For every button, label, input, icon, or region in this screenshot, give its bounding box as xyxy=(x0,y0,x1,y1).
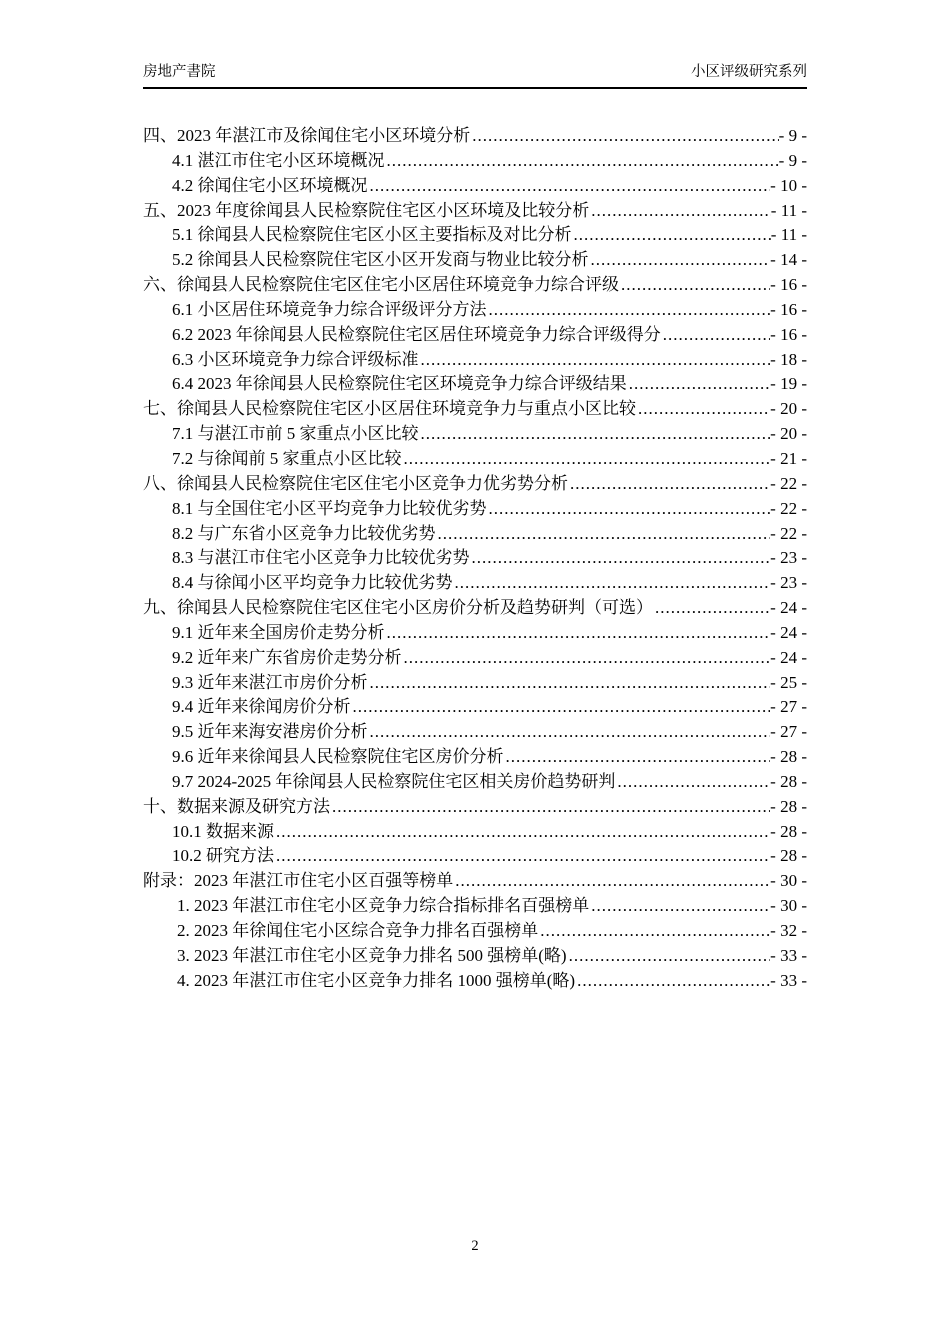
toc-entry[interactable] xyxy=(143,795,807,820)
toc-entry[interactable] xyxy=(143,969,807,994)
toc-entry-page: - 9 - xyxy=(778,126,807,145)
toc-entry-label: 八、徐闻县人民检察院住宅区住宅小区竞争力优劣势分析 xyxy=(143,473,568,493)
toc-entry-label: 8.1 与全国住宅小区平均竞争力比较优劣势 xyxy=(172,498,487,518)
toc-entry-page: - 23 - xyxy=(770,573,807,593)
toc-entry-page: - 20 - xyxy=(770,424,807,444)
toc-entry-label: 9.3 近年来湛江市房价分析 xyxy=(172,672,368,692)
toc-entry-page: - 30 - xyxy=(770,896,807,916)
toc-dot-leader xyxy=(567,944,771,969)
toc-dot-leader xyxy=(661,323,770,348)
toc-entry-page: - 22 - xyxy=(770,473,807,493)
toc-dot-leader xyxy=(575,969,770,994)
toc-entry-page: - 32 - xyxy=(770,921,807,940)
toc-entry-page: - 23 - xyxy=(770,548,807,568)
toc-dot-leader xyxy=(351,695,771,720)
toc-dot-leader xyxy=(385,149,779,174)
toc-dot-leader xyxy=(619,273,770,298)
toc-entry[interactable] xyxy=(143,745,807,770)
toc-entry[interactable] xyxy=(143,695,807,720)
toc-entry[interactable] xyxy=(143,919,807,944)
toc-entry-label: 9.4 近年来徐闻房价分析 xyxy=(172,697,351,717)
toc-entry-label: 9.7 2024-2025 年徐闻县人民检察院住宅区相关房价趋势研判 xyxy=(172,771,616,791)
header-rule xyxy=(143,87,807,89)
toc-entry-label: 五、2023 年度徐闻县人民检察院住宅区小区环境及比较分析 xyxy=(143,200,590,220)
toc-entry-label: 5.1 徐闻县人民检察院住宅区小区主要指标及对比分析 xyxy=(172,225,572,245)
toc-entry-label: 6.3 小区环境竞争力综合评级标准 xyxy=(172,349,419,369)
toc-dot-leader xyxy=(589,199,771,224)
toc-entry[interactable] xyxy=(143,248,807,273)
toc-entry[interactable] xyxy=(143,372,807,397)
toc-entry[interactable] xyxy=(143,770,807,795)
toc-entry-label: 七、徐闻县人民检察院住宅区小区居住环境竞争力与重点小区比较 xyxy=(143,399,636,419)
toc-dot-leader xyxy=(504,745,771,770)
toc-dot-leader xyxy=(419,348,771,373)
toc-entry[interactable] xyxy=(143,472,807,497)
toc-dot-leader xyxy=(589,894,770,919)
toc-dot-leader xyxy=(487,298,771,323)
toc-entry-label: 10.2 研究方法 xyxy=(172,846,274,866)
page-number: 2 xyxy=(471,1238,479,1254)
toc-dot-leader xyxy=(470,546,771,571)
toc-entry[interactable] xyxy=(143,944,807,969)
toc-entry[interactable] xyxy=(143,869,807,894)
toc-entry[interactable] xyxy=(143,199,807,224)
toc-entry-label: 九、徐闻县人民检察院住宅区住宅小区房价分析及趋势研判（可选） xyxy=(143,598,653,618)
toc-entry[interactable] xyxy=(143,621,807,646)
toc-entry-page: - 16 - xyxy=(770,324,807,344)
toc-entry-page: - 20 - xyxy=(770,399,807,419)
toc-entry-page: - 22 - xyxy=(770,498,807,518)
toc-entry[interactable] xyxy=(143,124,807,149)
toc-entry[interactable] xyxy=(143,571,807,596)
toc-entry-label: 9.5 近年来海安港房价分析 xyxy=(172,722,368,742)
toc-entry[interactable] xyxy=(143,447,807,472)
toc-entry-label: 7.2 与徐闻前 5 家重点小区比较 xyxy=(172,448,402,468)
toc-entry-page: - 24 - xyxy=(770,647,807,667)
toc-dot-leader xyxy=(538,919,770,944)
toc-entry-page: - 16 - xyxy=(770,275,807,295)
toc-entry-page: - 27 - xyxy=(770,722,807,742)
toc-entry-label: 7.1 与湛江市前 5 家重点小区比较 xyxy=(172,424,419,444)
toc-entry-page: - 11 - xyxy=(770,225,807,245)
toc-entry-page: - 14 - xyxy=(770,250,807,270)
toc-entry-label: 8.4 与徐闻小区平均竞争力比较优劣势 xyxy=(172,573,453,593)
toc-dot-leader xyxy=(368,671,771,696)
toc-entry[interactable] xyxy=(143,546,807,571)
toc-entry-page: - 24 - xyxy=(770,598,807,618)
toc-entry-page: - 16 - xyxy=(770,299,807,319)
toc-entry[interactable] xyxy=(143,223,807,248)
toc-entry-label: 8.3 与湛江市住宅小区竞争力比较优劣势 xyxy=(172,548,470,568)
toc-entry-label: 附录：2023 年湛江市住宅小区百强等榜单 xyxy=(143,871,454,891)
toc-list xyxy=(143,124,807,994)
header-left-text: 房地产書院 xyxy=(143,64,216,80)
toc-dot-leader xyxy=(368,720,771,745)
toc-entry-page: - 28 - xyxy=(770,747,807,767)
toc-entry-page: - 28 - xyxy=(770,821,807,841)
toc-entry-label: 1. 2023 年湛江市住宅小区竞争力综合指标排名百强榜单 xyxy=(177,896,590,916)
toc-entry-label: 2. 2023 年徐闻住宅小区综合竞争力排名百强榜单 xyxy=(177,921,539,940)
toc-entry-label: 9.1 近年来全国房价走势分析 xyxy=(172,622,385,642)
toc-entry-page: - 18 - xyxy=(770,349,807,369)
toc-entry-label: 6.4 2023 年徐闻县人民检察院住宅区环境竞争力综合评级结果 xyxy=(172,374,627,394)
toc-entry-label: 8.2 与广东省小区竞争力比较优劣势 xyxy=(172,523,436,543)
toc-entry[interactable] xyxy=(143,348,807,373)
toc-entry[interactable] xyxy=(143,323,807,348)
toc-dot-leader xyxy=(470,124,778,149)
toc-dot-leader xyxy=(627,372,770,397)
toc-dot-leader xyxy=(568,472,770,497)
toc-entry-page: - 19 - xyxy=(770,374,807,394)
toc-entry[interactable] xyxy=(143,174,807,199)
toc-dot-leader xyxy=(274,820,770,845)
toc-entry[interactable] xyxy=(143,820,807,845)
toc-entry-page: - 21 - xyxy=(770,448,807,468)
toc-entry-label: 5.2 徐闻县人民检察院住宅区小区开发商与物业比较分析 xyxy=(172,250,589,270)
toc-entry-label: 9.2 近年来广东省房价走势分析 xyxy=(172,647,402,667)
toc-entry-page: - 28 - xyxy=(770,796,807,816)
toc-entry-page: - 10 - xyxy=(770,175,807,195)
toc-entry[interactable] xyxy=(143,671,807,696)
header-right-text: 小区评级研究系列 xyxy=(691,64,807,80)
toc-entry[interactable] xyxy=(143,397,807,422)
toc-entry-page: - 28 - xyxy=(770,771,807,791)
toc-dot-leader xyxy=(453,571,771,596)
toc-entry-label: 3. 2023 年湛江市住宅小区竞争力排名 500 强榜单(略) xyxy=(177,945,567,965)
toc-dot-leader xyxy=(615,770,770,795)
toc-entry-label: 6.1 小区居住环境竞争力综合评级评分方法 xyxy=(172,299,487,319)
toc-entry[interactable] xyxy=(143,844,807,869)
toc-dot-leader xyxy=(419,422,771,447)
toc-entry[interactable] xyxy=(143,149,807,174)
toc-dot-leader xyxy=(487,497,771,522)
toc-entry[interactable] xyxy=(143,298,807,323)
toc-dot-leader xyxy=(368,174,771,199)
toc-entry[interactable] xyxy=(143,522,807,547)
toc-dot-leader xyxy=(436,522,771,547)
toc-dot-leader xyxy=(636,397,770,422)
toc-entry-page: - 27 - xyxy=(770,697,807,717)
toc-entry-label: 4.2 徐闻住宅小区环境概况 xyxy=(172,175,368,195)
toc-entry-page: - 33 - xyxy=(770,945,807,965)
toc-entry-label: 六、徐闻县人民检察院住宅区住宅小区居住环境竞争力综合评级 xyxy=(143,275,619,295)
toc-entry-page: - 9 - xyxy=(778,150,807,170)
toc-dot-leader xyxy=(572,223,771,248)
toc-entry-label: 10.1 数据来源 xyxy=(172,821,274,841)
toc-dot-leader xyxy=(402,646,771,671)
toc-entry-page: - 28 - xyxy=(770,846,807,866)
toc-dot-leader xyxy=(589,248,771,273)
toc-entry-page: - 11 - xyxy=(770,200,807,220)
page-footer xyxy=(0,1238,950,1255)
toc-entry-label: 十、数据来源及研究方法 xyxy=(143,796,330,816)
toc-entry-page: - 22 - xyxy=(770,523,807,543)
toc-entry-label: 9.6 近年来徐闻县人民检察院住宅区房价分析 xyxy=(172,747,504,767)
toc-entry-label: 6.2 2023 年徐闻县人民检察院住宅区居住环境竞争力综合评级得分 xyxy=(172,324,661,344)
toc-dot-leader xyxy=(274,844,770,869)
toc-entry-page: - 24 - xyxy=(770,622,807,642)
toc-dot-leader xyxy=(402,447,771,472)
toc-entry-label: 4.1 湛江市住宅小区环境概况 xyxy=(172,150,385,170)
toc-entry-label: 四、2023 年湛江市及徐闻住宅小区环境分析 xyxy=(143,126,471,145)
toc-entry[interactable] xyxy=(143,646,807,671)
toc-entry-page: - 30 - xyxy=(770,871,807,891)
toc-entry-label: 4. 2023 年湛江市住宅小区竞争力排名 1000 强榜单(略) xyxy=(177,970,576,990)
toc-entry[interactable] xyxy=(143,720,807,745)
toc-entry[interactable] xyxy=(143,894,807,919)
toc-dot-leader xyxy=(330,795,770,820)
toc-dot-leader xyxy=(385,621,771,646)
toc-entry[interactable] xyxy=(143,596,807,621)
toc-dot-leader xyxy=(653,596,770,621)
page-header xyxy=(143,60,807,82)
toc-entry[interactable] xyxy=(143,273,807,298)
toc-entry[interactable] xyxy=(143,497,807,522)
toc-dot-leader xyxy=(453,869,770,894)
toc-entry[interactable] xyxy=(143,422,807,447)
toc-entry-page: - 33 - xyxy=(770,970,807,990)
toc-entry-page: - 25 - xyxy=(770,672,807,692)
